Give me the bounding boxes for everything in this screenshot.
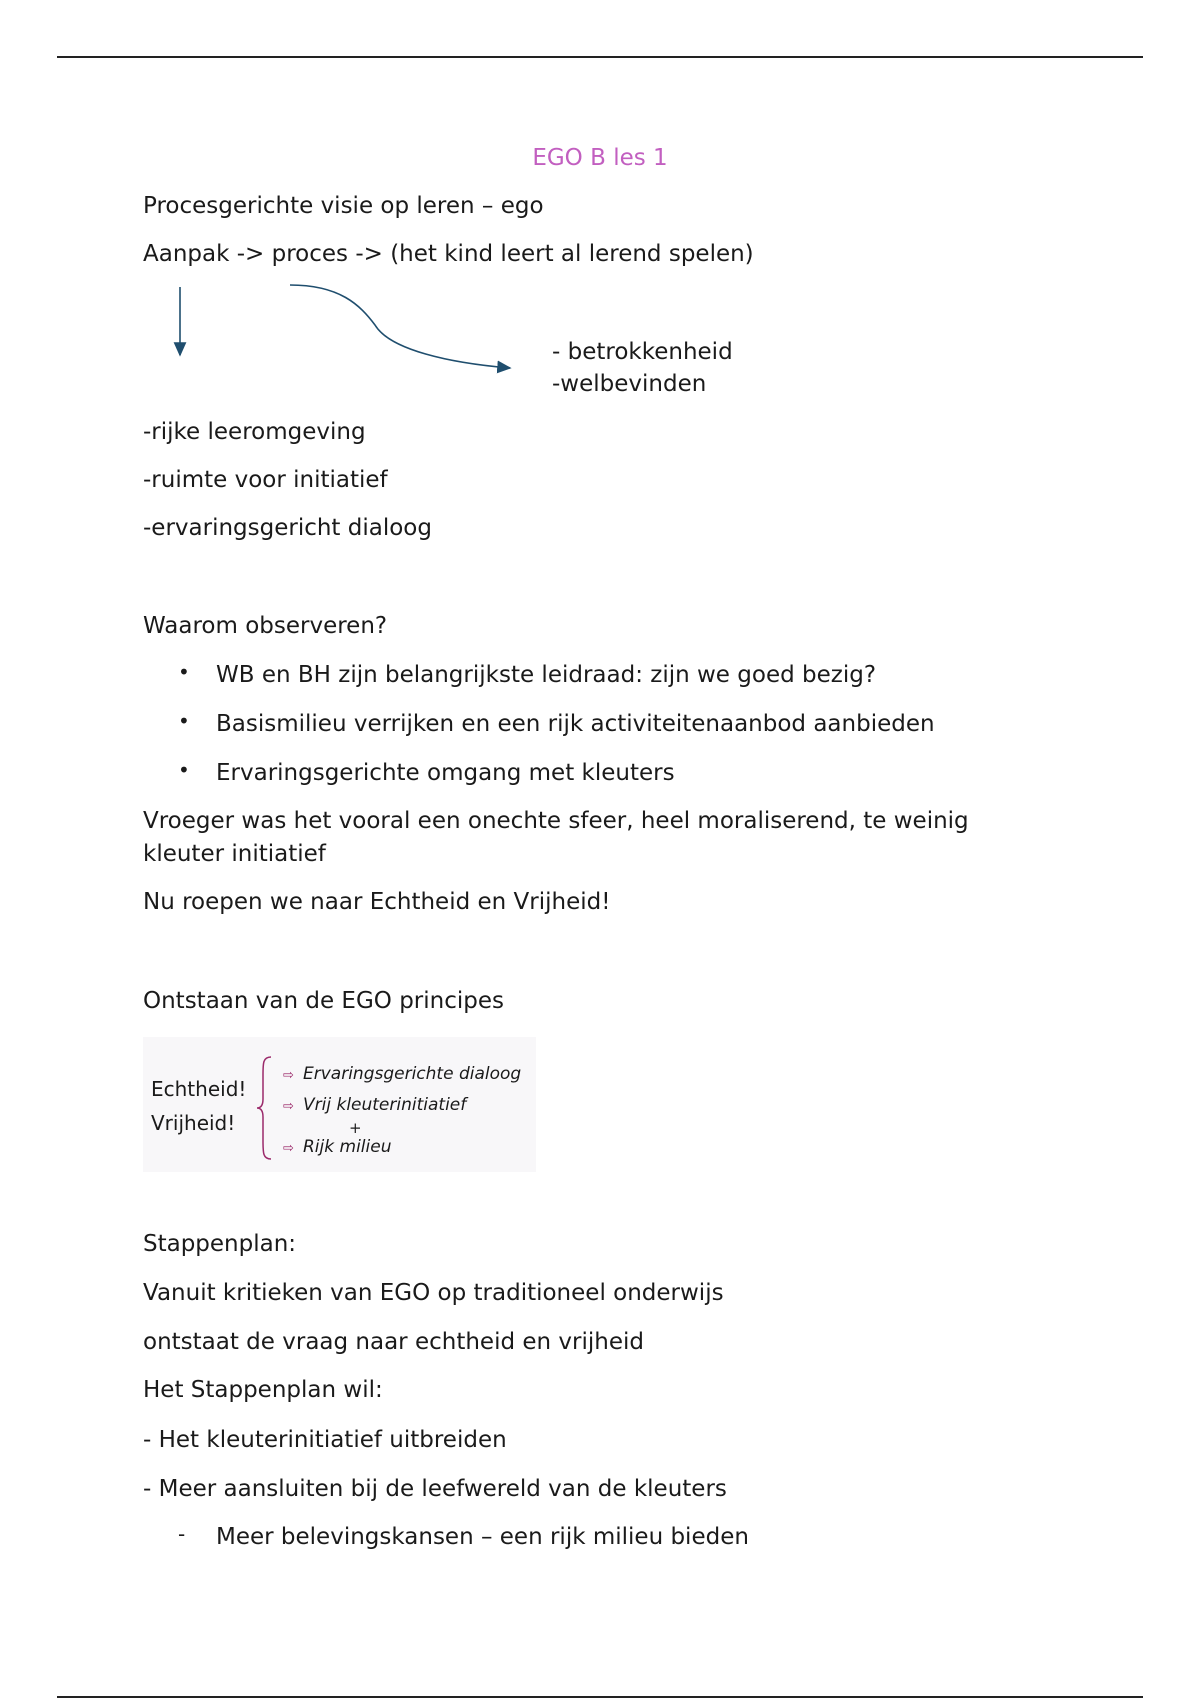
label-vrijheid: Vrijheid! [151,1111,236,1135]
bullet-dot: • [178,758,190,782]
principle-2: Vrij kleuterinitiatief [303,1095,467,1115]
intro-line-1: Procesgerichte visie op leren – ego [143,193,544,219]
principle-1: Ervaringsgerichte dialoog [303,1064,522,1084]
why-para-1-line-1: Vroeger was het vooral een onechte sfeer, heel moraliserend, te weinig [143,808,969,834]
steps-line-2: ontstaat de vraag naar echtheid en vrijheid [143,1329,644,1355]
outcome-2: -welbevinden [552,371,707,397]
origin-heading: Ontstaan van de EGO principes [143,988,504,1014]
plus-sign: + [349,1119,362,1137]
page-title: EGO B les 1 [532,145,668,171]
bullet-dot: • [178,709,190,733]
arrow-icon: ⇨ [283,1099,294,1114]
why-heading: Waarom observeren? [143,613,388,639]
steps-line-3: Het Stappenplan wil: [143,1377,383,1403]
label-echtheid: Echtheid! [151,1077,247,1101]
arrow-icon: ⇨ [283,1068,294,1083]
bullet-dot: • [178,660,190,684]
condition-2: -ruimte voor initiatief [143,467,388,493]
why-bullet-2: Basismilieu verrijken en een rijk activiteitenaanbod aanbieden [216,711,935,737]
header-rule [57,56,1143,58]
why-para-1-line-2: kleuter initiatief [143,841,326,867]
footer-rule [57,1696,1143,1698]
condition-1: -rijke leeromgeving [143,419,366,445]
intro-line-2: Aanpak -> proces -> (het kind leert al lerend spelen) [143,241,754,267]
steps-line-4: - Het kleuterinitiatief uitbreiden [143,1427,507,1453]
steps-sub-item: Meer belevingskansen – een rijk milieu bieden [216,1524,749,1550]
steps-line-5: - Meer aansluiten bij de leefwereld van de kleuters [143,1476,727,1502]
outcome-1: - betrokkenheid [552,339,733,365]
sub-item-marker: - [178,1522,186,1546]
steps-line-1: Vanuit kritieken van EGO op traditioneel onderwijs [143,1280,724,1306]
why-bullet-1: WB en BH zijn belangrijkste leidraad: zijn we goed bezig? [216,662,877,688]
why-bullet-3: Ervaringsgerichte omgang met kleuters [216,760,675,786]
condition-3: -ervaringsgericht dialoog [143,515,432,541]
why-para-2: Nu roepen we naar Echtheid en Vrijheid! [143,889,611,915]
principle-3: Rijk milieu [303,1137,392,1157]
ego-principles-figure [143,1037,536,1172]
arrow-icon: ⇨ [283,1141,294,1156]
curved-arrow [290,285,510,368]
process-arrows [160,275,520,375]
brace-icon [255,1055,275,1161]
steps-heading: Stappenplan: [143,1231,297,1257]
